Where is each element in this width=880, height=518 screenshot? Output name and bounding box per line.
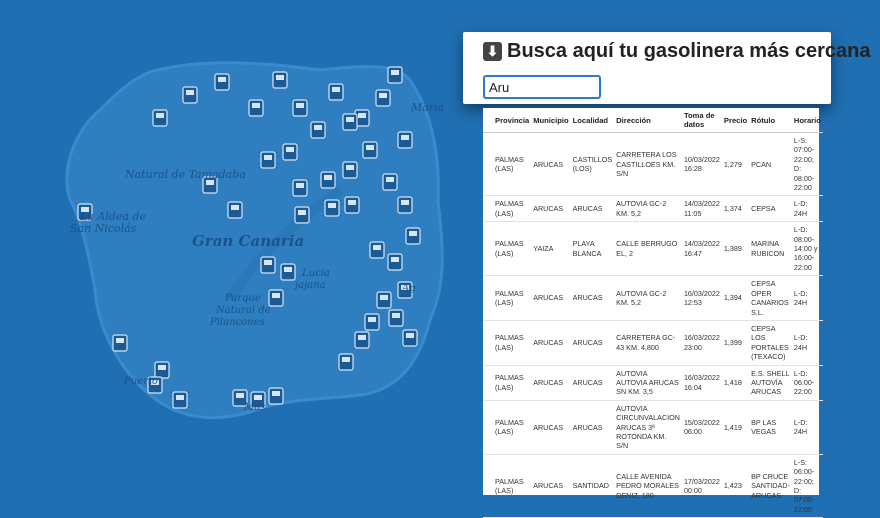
gas-station-icon-glyph (276, 75, 284, 80)
cell-toma-datos: 15/03/2022 06:00 (682, 400, 722, 454)
search-title (483, 40, 871, 63)
gas-station-icon-glyph (298, 210, 306, 215)
map-label-san-nicolas: San Nicolás (70, 222, 137, 235)
map-label-pilancones: Pilancones (210, 317, 265, 328)
gas-station-icon-glyph (286, 147, 294, 152)
table-header-row (483, 108, 823, 133)
cell-municipio: ARUCAS (531, 454, 570, 517)
header-precio[interactable]: Precio (722, 108, 749, 133)
gas-station-icon-glyph (392, 313, 400, 318)
gas-station-icon-glyph (386, 177, 394, 182)
gas-station-icon-glyph (406, 333, 414, 338)
table-row (483, 320, 823, 365)
cell-municipio: ARUCAS (531, 196, 570, 222)
header-rotulo[interactable]: Rótulo (749, 108, 792, 133)
cell-rotulo: PCAN (749, 133, 792, 196)
cell-toma-datos: 16/03/2022 16:04 (682, 365, 722, 400)
gas-station-icon-glyph (368, 317, 376, 322)
cell-toma-datos: 10/03/2022 16:28 (682, 133, 722, 196)
cell-localidad: CASTILLOS (LOS) (571, 133, 615, 196)
gas-station-icon-glyph (284, 267, 292, 272)
cell-localidad: ARUCAS (571, 276, 615, 321)
cell-localidad: SANTIDAD (571, 454, 615, 517)
cell-localidad: ARUCAS (571, 400, 615, 454)
gas-station-icon-glyph (264, 260, 272, 265)
cell-horario: L-D: 24H (792, 196, 823, 222)
gas-station-icon-glyph (380, 295, 388, 300)
cell-horario: L-D: 06:00-22:00 (792, 365, 823, 400)
table-row (483, 222, 823, 276)
cell-direccion: AUTOVIA AUTOVIA ARUCAS SN KM. 3,5 (614, 365, 682, 400)
gas-station-icon-glyph (116, 338, 124, 343)
cell-precio: 1,394 (722, 276, 749, 321)
cell-municipio: ARUCAS (531, 400, 570, 454)
cell-rotulo: MARINA RUBICON (749, 222, 792, 276)
cell-localidad: ARUCAS (571, 320, 615, 365)
gas-station-icon-glyph (401, 200, 409, 205)
cell-rotulo: CEPSA (749, 196, 792, 222)
gas-station-icon-glyph (366, 145, 374, 150)
gas-station-icon-glyph (176, 395, 184, 400)
gas-station-icon-glyph (231, 205, 239, 210)
cell-direccion: CARRETERA GC-43 KM. 4,800 (614, 320, 682, 365)
cell-direccion: CALLE BERRUGO EL, 2 (614, 222, 682, 276)
header-municipio[interactable]: Municipio (531, 108, 570, 133)
map-label-tamadaba: Natural de Tamadaba (125, 168, 246, 181)
cell-toma-datos: 14/03/2022 11:05 (682, 196, 722, 222)
cell-municipio: ARUCAS (531, 320, 570, 365)
cell-rotulo: CEPSA LOS PORTALES (TEXACO) (749, 320, 792, 365)
gas-station-icon-glyph (379, 93, 387, 98)
cell-direccion: AUTOVIA GC-2 KM. 5,2 (614, 196, 682, 222)
gas-station-icon-glyph (348, 200, 356, 205)
map-label-natural: Natural de (216, 305, 271, 316)
cell-horario: L-D: 24H (792, 320, 823, 365)
gas-station-icon-glyph (332, 87, 340, 92)
cell-direccion: AUTOVIA GC-2 KM. 5,2 (614, 276, 682, 321)
table-row (483, 276, 823, 321)
cell-rotulo: BP LAS VEGAS (749, 400, 792, 454)
map-label-jajana: jajana (295, 280, 326, 291)
cell-precio: 1,423 (722, 454, 749, 517)
cell-horario: L-D: 08:00-14:00 y 16:00-22:00 (792, 222, 823, 276)
cell-horario: L-S: 07:00-22:00; D: 08:00-22:00 (792, 133, 823, 196)
gas-station-icon-glyph (373, 245, 381, 250)
cell-precio: 1,374 (722, 196, 749, 222)
results-table (483, 108, 823, 518)
cell-localidad: ARUCAS (571, 365, 615, 400)
header-direccion[interactable]: Dirección (614, 108, 682, 133)
cell-toma-datos: 16/03/2022 12:53 (682, 276, 722, 321)
gas-station-icon-glyph (156, 113, 164, 118)
header-provincia[interactable]: Provincia (483, 108, 531, 133)
gas-station-icon-glyph (236, 393, 244, 398)
gas-station-icon-glyph (328, 203, 336, 208)
cell-precio: 1,418 (722, 365, 749, 400)
cell-precio: 1,279 (722, 133, 749, 196)
gas-station-icon-glyph (346, 117, 354, 122)
cell-horario: L-D: 24H (792, 400, 823, 454)
table-row (483, 365, 823, 400)
gas-station-icon-glyph (264, 155, 272, 160)
search-input[interactable] (483, 75, 601, 99)
cell-provincia: PALMAS (LAS) (483, 133, 531, 196)
cell-direccion: AUTOVIA CIRCUNVALACION ARUCAS 3ª ROTONDA KM. S/N (614, 400, 682, 454)
map-label-maria: Maria (411, 101, 445, 114)
table-row (483, 196, 823, 222)
gas-station-icon-glyph (296, 103, 304, 108)
gas-station-icon-glyph (391, 70, 399, 75)
map-label-mas: Mas (244, 402, 266, 413)
cell-provincia: PALMAS (LAS) (483, 276, 531, 321)
table-body (483, 133, 823, 518)
gas-station-icon-glyph (252, 103, 260, 108)
cell-localidad: ARUCAS (571, 196, 615, 222)
cell-direccion: CARRETERA LOS CASTILLOES KM. S/N (614, 133, 682, 196)
map-label-puerto: Puerto (124, 376, 158, 387)
cell-precio: 1,419 (722, 400, 749, 454)
gas-station-icon-glyph (296, 183, 304, 188)
cell-toma-datos: 16/03/2022 23:00 (682, 320, 722, 365)
table-row (483, 400, 823, 454)
gas-station-icon-glyph (391, 257, 399, 262)
header-localidad[interactable]: Localidad (571, 108, 615, 133)
cell-provincia: PALMAS (LAS) (483, 320, 531, 365)
header-horario[interactable]: Horario (792, 108, 823, 133)
search-card (463, 32, 871, 104)
gas-station-icon-glyph (218, 77, 226, 82)
table-row (483, 454, 823, 517)
gas-station-icon-glyph (401, 135, 409, 140)
gas-station-icon-glyph (358, 335, 366, 340)
cell-precio: 1,389 (722, 222, 749, 276)
search-title-text: Busca aquí tu gasolinera más cercana (507, 40, 871, 62)
gas-station-icon-glyph (342, 357, 350, 362)
map-label-parque: Parque (225, 293, 261, 304)
gas-station-icon-glyph (346, 165, 354, 170)
map-label-lucia: Lucía (302, 268, 330, 279)
cell-rotulo: E.S. SHELL AUTOVÍA ARUCAS (749, 365, 792, 400)
cell-rotulo: CEPSA OPER CANARIOS S.L. (749, 276, 792, 321)
gas-station-icon-glyph (324, 175, 332, 180)
header-toma-datos[interactable]: Toma de datos (682, 108, 722, 133)
cell-toma-datos: 14/03/2022 16:47 (682, 222, 722, 276)
cell-municipio: ARUCAS (531, 133, 570, 196)
gas-station-icon-glyph (254, 395, 262, 400)
cell-municipio: ARUCAS (531, 365, 570, 400)
results-table-panel (483, 108, 821, 514)
gas-station-icon-glyph (272, 293, 280, 298)
cell-provincia: PALMAS (LAS) (483, 454, 531, 517)
map-label-aldea: La Aldea de (80, 210, 146, 223)
cell-provincia: PALMAS (LAS) (483, 365, 531, 400)
gas-station-icon-glyph (272, 391, 280, 396)
cell-rotulo: BP CRUCE SANTIDAD-ARUCAS (749, 454, 792, 517)
map-label-gran-canaria: Gran Canaria (192, 232, 305, 250)
cell-precio: 1,399 (722, 320, 749, 365)
cell-municipio: YAIZA (531, 222, 570, 276)
gas-station-icon-glyph (186, 90, 194, 95)
cell-toma-datos: 17/03/2022 00:00 (682, 454, 722, 517)
cell-provincia: PALMAS (LAS) (483, 196, 531, 222)
down-arrow-icon: ⬇ (483, 42, 502, 61)
cell-municipio: ARUCAS (531, 276, 570, 321)
cell-localidad: PLAYA BLANCA (571, 222, 615, 276)
cell-horario: L-S: 06:00-22:00; D: 07:00-22:00 (792, 454, 823, 517)
cell-provincia: PALMAS (LAS) (483, 222, 531, 276)
cell-horario: L-D: 24H (792, 276, 823, 321)
table-row (483, 133, 823, 196)
gas-station-icon-glyph (358, 113, 366, 118)
gas-station-icon-glyph (158, 365, 166, 370)
gas-station-icon-glyph (409, 231, 417, 236)
gas-station-icon-glyph (314, 125, 322, 130)
cell-direccion: CALLE AVENIDA PEDRO MORALES DENIZ, 180 (614, 454, 682, 517)
map-label-ag: Ag (402, 283, 416, 294)
cell-provincia: PALMAS (LAS) (483, 400, 531, 454)
